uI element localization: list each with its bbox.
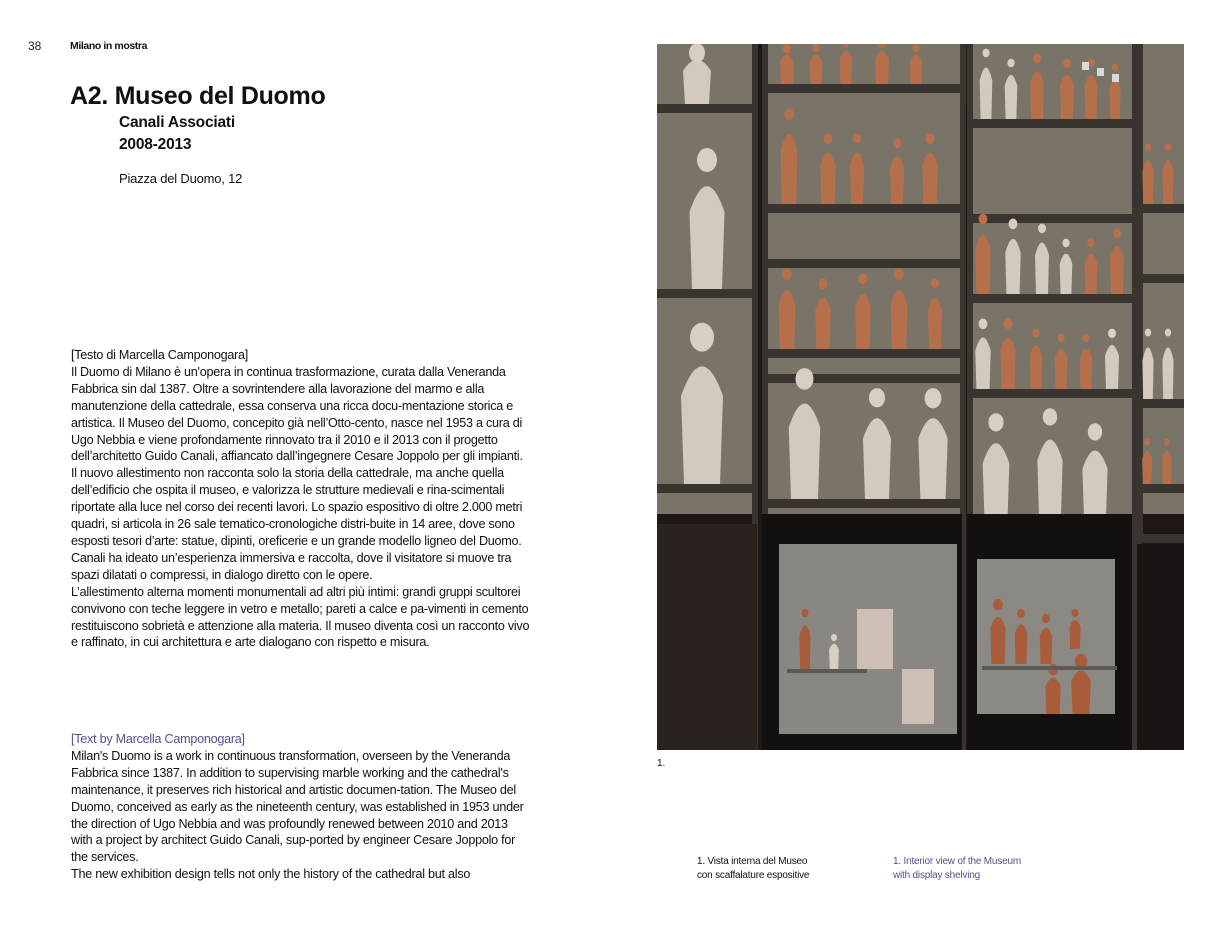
statue-head — [1071, 609, 1078, 617]
italian-credit: [Testo di Marcella Camponogara] — [71, 348, 249, 362]
statue-body — [681, 366, 723, 484]
statue-body — [1060, 75, 1074, 119]
statue-body — [990, 617, 1005, 664]
case-shelf — [787, 669, 867, 673]
statue-body — [910, 55, 923, 84]
italian-paragraph: Il Duomo di Milano è un'opera in continua trasformazione, curata dalla Veneranda Fabbrica sin dal 1387. Oltre a sovrintendere alla lavorazione del marmo e alla manutenzione della cattedrale, essa conserva una ricca docu-mentazione storica e artistica. Il Museo del Duomo, concepito già nell’Otto-cento, nasce nel 1953 a cura di Ugo Nebbia e viene profondamente rinnovato tra il 2010 e il 2013 con il progetto dell’architetto Guido Canali, affiancato dall’ingegnere Cesare Joppolo per gli impianti. — [71, 364, 523, 464]
statue-body — [1037, 439, 1062, 524]
statue-body — [840, 51, 853, 84]
statue-head — [690, 323, 714, 352]
relief-panel — [902, 669, 934, 724]
statue-head — [1165, 144, 1171, 152]
shelf-board — [762, 204, 962, 213]
statue-head — [1043, 408, 1057, 425]
statue-head — [819, 279, 828, 290]
english-text — [71, 731, 531, 883]
spotlight-icon — [1097, 68, 1104, 76]
statue-head — [801, 609, 808, 617]
statue-head — [1145, 329, 1151, 337]
shelf-board — [657, 289, 752, 298]
statue-body — [683, 60, 711, 104]
shelf-board — [967, 389, 1132, 398]
caption-italian-line: con scaffalature espositive — [697, 870, 810, 881]
running-head: Milano in mostra — [70, 40, 148, 52]
relief-panel — [857, 609, 893, 669]
statue-head — [925, 388, 942, 408]
shelf-board — [967, 119, 1132, 128]
statue-body — [781, 134, 798, 204]
english-paragraph: The new exhibition design tells not only the history of the cathedral but also — [71, 867, 471, 882]
statue-head — [859, 274, 868, 285]
statue-head — [1113, 229, 1121, 239]
statue-head — [1007, 59, 1014, 68]
statue-head — [931, 279, 939, 289]
spotlight-icon — [1082, 62, 1089, 70]
statue-body — [1045, 678, 1060, 714]
statue-body — [850, 153, 864, 204]
statue-body — [1071, 671, 1091, 715]
statue-head — [894, 269, 904, 281]
shelf-board — [762, 349, 962, 358]
shelf-board — [1137, 204, 1184, 213]
statue-body — [1162, 451, 1172, 484]
statue-head — [1057, 334, 1064, 343]
statue-head — [689, 44, 705, 62]
statue-body — [1035, 243, 1049, 294]
statue-head — [1108, 329, 1116, 339]
statue-head — [1017, 609, 1025, 618]
shelf-board — [1137, 399, 1184, 408]
english-credit: [Text by Marcella Camponogara] — [71, 732, 245, 746]
statue-head — [1145, 144, 1151, 152]
statue-head — [982, 49, 989, 58]
statue-body — [829, 644, 839, 669]
caption-english-line: 1. Interior view of the Museum — [893, 856, 1021, 867]
statue-head — [1009, 219, 1018, 230]
entry-years: 2008-2013 — [119, 136, 192, 153]
statue-body — [1162, 348, 1173, 399]
statue-body — [820, 153, 835, 204]
statue-body — [1162, 160, 1173, 204]
statue-head — [993, 599, 1003, 610]
statue-head — [1164, 439, 1170, 446]
shelf-board — [1137, 274, 1184, 283]
statue-head — [869, 388, 885, 407]
caption-italian-line: 1. Vista interna del Museo — [697, 856, 808, 867]
statue-body — [799, 626, 810, 670]
statue-head — [1004, 319, 1013, 330]
page-number: 38 — [28, 39, 42, 53]
statue-body — [928, 298, 942, 349]
statue-head — [1038, 224, 1046, 234]
statue-head — [926, 134, 935, 145]
italian-paragraph: Il nuovo allestimento non racconta solo la storia della cattedrale, ma anche quella dell’edificio che ospita il museo, e valorizza le strutture medievali e rina-scimentali riportate alla luce nel corso dei recenti lavori. Lo spazio espositivo di oltre 2.000 metri quadri, si articola in 26 sale tematico-cronologiche distri-buite in 14 aree, dove sono esposti tesori d’arte: statue, dipinti, oreficerie e un grande modello ligneo del Duomo. Canali ha ideato un’esperienza immersiva e raccolta, dove il visitatore si muove tra spazi dilatati o compressi, in dialogo diretto con le opere. — [71, 466, 523, 582]
statue-body — [1082, 451, 1107, 525]
statue-body — [690, 186, 725, 289]
italian-text — [71, 347, 531, 651]
statue-body — [779, 290, 796, 349]
statue-body — [780, 55, 794, 84]
statue-head — [893, 139, 901, 149]
shelf-board — [967, 214, 1132, 223]
lower-cabinet — [657, 524, 757, 750]
statue-body — [1030, 71, 1044, 119]
statue-head — [783, 44, 791, 53]
statue-body — [1142, 348, 1153, 399]
museum-shelves-illustration — [657, 44, 1184, 750]
statue-body — [890, 156, 904, 204]
shelf-board — [762, 374, 962, 383]
shelf-board — [657, 484, 752, 493]
shelf-board — [657, 104, 752, 113]
entry-title: A2. Museo del Duomo — [70, 82, 326, 110]
lower-cabinet — [1137, 544, 1184, 750]
statue-body — [855, 294, 870, 349]
statue-head — [853, 134, 861, 144]
statue-head — [1112, 64, 1118, 72]
spotlight-icon — [1112, 74, 1119, 82]
statue-head — [912, 44, 919, 52]
statue-body — [1142, 451, 1152, 484]
italian-paragraph: L’allestimento alterna momenti monumentali ad altri più intimi: grandi gruppi scultorei convivono con teche leggere in vetro e metallo; pareti a calce e pa-vimenti in cemento restituiscono sobrietà e attenzione alla materia. Il museo diventa così un racconto vivo e raffinato, in cui architettura e arte dialogano con rispetto e misura. — [71, 584, 530, 650]
shelf-board — [762, 499, 962, 508]
statue-body — [975, 235, 990, 294]
statue-body — [810, 55, 823, 84]
shelf-board — [1137, 484, 1184, 493]
statue-head — [831, 634, 837, 641]
figure-number: 1. — [657, 758, 666, 769]
statue-head — [1088, 423, 1102, 440]
statue-head — [697, 148, 717, 172]
statue-body — [1015, 624, 1028, 664]
statue-body — [863, 418, 891, 499]
entry-address: Piazza del Duomo, 12 — [119, 171, 243, 186]
caption-italian — [697, 855, 809, 883]
statue-body — [1000, 338, 1015, 389]
statue-body — [922, 153, 937, 204]
shelf-board — [762, 84, 962, 93]
shelf-board — [1137, 534, 1184, 543]
entry-architect: Canali Associati — [119, 114, 235, 131]
statue-body — [983, 443, 1010, 524]
statue-head — [988, 413, 1003, 431]
statue-body — [1105, 345, 1119, 389]
statue-body — [1005, 75, 1018, 119]
statue-body — [1110, 246, 1124, 294]
statue-body — [1060, 254, 1073, 294]
caption-english-line: with display shelving — [893, 870, 980, 881]
statue-body — [975, 338, 990, 389]
statue-body — [1005, 239, 1020, 294]
statue-head — [1033, 54, 1041, 64]
statue-head — [1062, 239, 1069, 248]
statue-body — [980, 68, 993, 119]
statue-body — [1085, 254, 1098, 294]
caption-english — [893, 855, 1021, 883]
statue-head — [796, 368, 814, 390]
shelf-board — [762, 259, 962, 268]
statue-head — [1082, 334, 1089, 343]
statue-body — [789, 403, 821, 499]
statue-head — [824, 134, 833, 145]
statue-body — [1069, 620, 1080, 649]
statue-head — [1042, 614, 1050, 623]
statue-body — [891, 290, 908, 349]
statue-body — [875, 51, 889, 84]
statue-body — [918, 418, 947, 499]
statue-body — [1040, 628, 1053, 664]
statue-body — [815, 298, 830, 349]
statue-body — [1055, 349, 1068, 389]
museum-photo — [657, 44, 1184, 750]
statue-head — [782, 269, 792, 281]
statue-head — [1063, 59, 1071, 69]
statue-head — [1032, 329, 1039, 338]
statue-head — [1087, 239, 1094, 248]
statue-body — [1080, 349, 1093, 389]
statue-body — [1085, 75, 1098, 119]
statue-head — [979, 319, 988, 330]
shelf-board — [967, 294, 1132, 303]
statue-head — [979, 214, 988, 225]
statue-head — [1165, 329, 1171, 337]
case-shelf — [982, 666, 1117, 670]
statue-body — [1142, 160, 1153, 204]
english-paragraph: Milan's Duomo is a work in continuous transformation, overseen by the Veneranda Fabbrica since 1387. In addition to supervising marble working and the cathedral's maintenance, it preserves rich historical and artistic documen-tation. The Museo del Duomo, conceived as early as the nineteenth century, was established in 1953 under the direction of Ugo Nebbia and was profoundly renewed between 2010 and 2013 with a project by architect Guido Canali, sup-ported by engineer Cesare Joppolo for the services. — [71, 748, 524, 865]
statue-head — [812, 44, 819, 52]
statue-head — [784, 109, 794, 121]
statue-body — [1109, 79, 1120, 119]
statue-head — [1144, 439, 1150, 446]
statue-body — [1030, 345, 1043, 389]
